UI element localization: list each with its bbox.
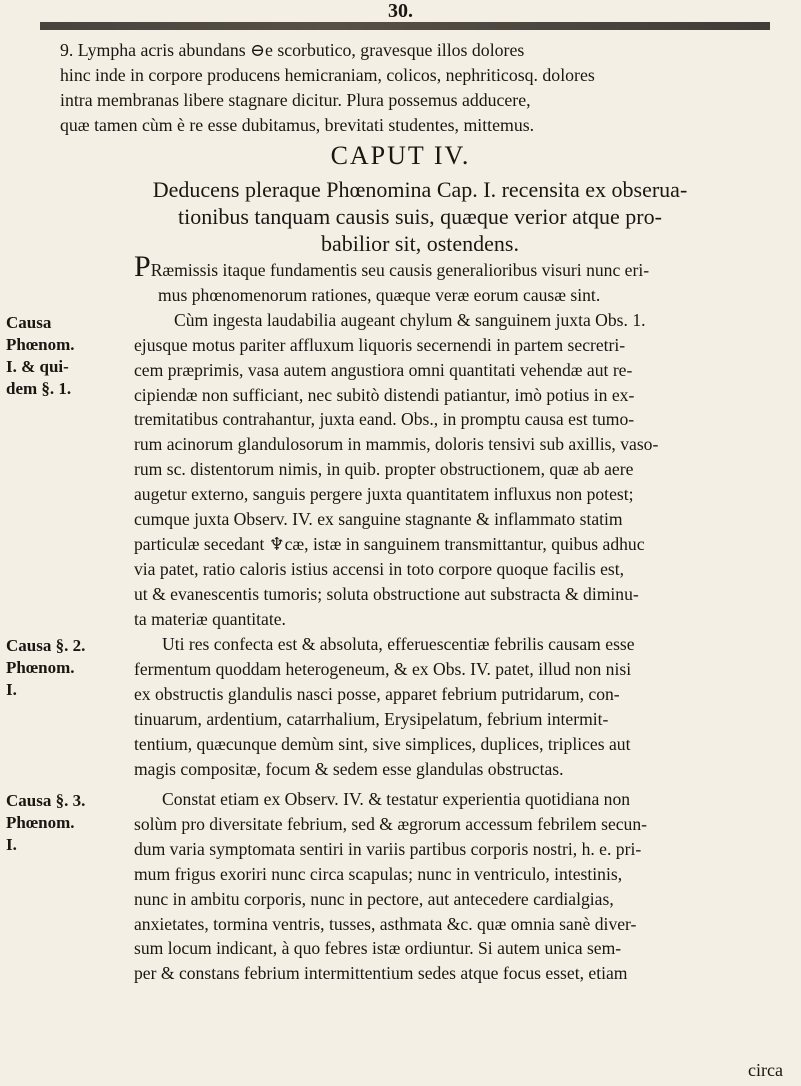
paragraph-section-3 <box>134 787 782 986</box>
text-line: rum acinorum glandulosorum in mammis, doloris tensivi sub axillis, vaso- <box>134 434 659 455</box>
text-line: tinuarum, ardentium, catarrhalium, Erysipelatum, febrium intermit- <box>134 708 609 729</box>
summary-line: Deducens pleraque Phœnomina Cap. I. recensita ex obserua- <box>152 177 688 202</box>
margin-note-2 <box>6 635 130 701</box>
margin-note-line: Phœnom. <box>6 658 75 677</box>
text-line: ta materiæ quantitate. <box>134 608 286 629</box>
page-top-rule <box>40 22 770 30</box>
text-line: Uti res confecta est & absoluta, efferuescentiæ febrilis causam esse <box>162 634 635 654</box>
text-line: solùm pro diversitate febrium, sed & ægrorum accessum febrilem secun- <box>134 813 648 834</box>
catchword: circa <box>748 1060 783 1080</box>
text-line: intra membranas libere stagnare dicitur. Plura possemus adducere, <box>60 89 531 110</box>
margin-note-line: Causa §. 2. <box>6 636 86 655</box>
paragraph-9 <box>60 38 780 138</box>
text-line: Constat etiam ex Observ. IV. & testatur experientia quotidiana non <box>162 789 631 809</box>
text-line: hinc inde in corpore producens hemicraniam, colicos, nephriticosq. dolores <box>60 64 595 85</box>
text-line: 9. Lympha acris abundans ⊖e scorbutico, gravesque illos dolores <box>60 40 525 60</box>
text-line: ex obstructis glandulis nasci posse, apparet febrium putridarum, con- <box>134 683 620 704</box>
paragraph-section-2 <box>134 632 782 781</box>
text-line: per & constans febrium intermittentium sedes atque focus esset, etiam <box>134 963 628 984</box>
text-line: tentium, quæcunque demùm sint, sive simplices, duplices, triplices aut <box>134 733 631 754</box>
text-line: particulæ secedant ♆cæ, istæ in sanguinem transmittantur, quibus adhuc <box>134 533 645 554</box>
text-line: mus phœnomenorum rationes, quæque veræ eorum causæ sint. <box>158 284 601 305</box>
margin-note-line: dem §. 1. <box>6 379 72 398</box>
margin-note-line: I. & qui- <box>6 357 69 376</box>
text-line: fermentum quoddam heterogeneum, & ex Obs. IV. patet, illud non nisi <box>134 658 632 679</box>
text-line <box>134 250 782 283</box>
text-line: Cùm ingesta laudabilia augeant chylum & sanguinem juxta Obs. 1. <box>174 309 646 330</box>
margin-note-line: Phœnom. <box>6 813 75 832</box>
margin-note-line: I. <box>6 835 17 854</box>
text-line: ejusque motus pariter affluxum liquoris secernendi in partem secretri- <box>134 334 626 355</box>
text-line: cipiendæ non sufficiant, nec subitò distendi patiantur, imò potius in ex- <box>134 384 635 405</box>
paragraph-main <box>134 250 782 632</box>
text-line: via patet, ratio caloris istius accensi in toto corpore quoque facilis est, <box>134 558 625 579</box>
text-line: nunc in ambitu corporis, nunc in pectore, aut antecedere cardialgias, <box>134 888 614 909</box>
summary-line: tionibus tanquam causis suis, quæque verior atque pro- <box>178 204 662 229</box>
text-line: cem præprimis, vasa autem angustiora omni quantitati vehendæ aut re- <box>134 359 633 380</box>
text-line: rum sc. distentorum nimis, in quib. propter obstructionem, quæ ab aere <box>134 459 634 480</box>
chapter-summary <box>60 176 780 257</box>
margin-note-line: I. <box>6 680 17 699</box>
text-line: sum locum indicant, à quo febres istæ ordiuntur. Si autem unica sem- <box>134 938 622 959</box>
drop-cap: P <box>134 250 151 283</box>
text-line: dum varia symptomata sentiri in variis partibus corporis nostri, h. e. pri- <box>134 838 642 859</box>
text-line: augetur externo, sanguis pergere juxta quantitatem influxus non potest; <box>134 484 634 505</box>
margin-note-line: Causa <box>6 313 52 332</box>
text-line: ut & evanescentis tumoris; soluta obstructione aut substracta & diminu- <box>134 583 639 604</box>
text-line: quæ tamen cùm è re esse dubitamus, brevitati studentes, mittemus. <box>60 114 535 135</box>
chapter-heading <box>0 140 801 172</box>
text-line: magis compositæ, focum & sedem esse glandulas obstructas. <box>134 758 564 779</box>
margin-note-3 <box>6 790 130 856</box>
caput-title: CAPUT IV. <box>330 141 471 170</box>
margin-note-line: Phœnom. <box>6 335 75 354</box>
summary-line: babilior sit, ostendens. <box>321 231 519 256</box>
text-line: tremitatibus contrahantur, juxta eand. Obs., in promptu causa est tumo- <box>134 409 635 430</box>
margin-note-1 <box>6 312 130 400</box>
text-line-content: Ræmissis itaque fundamentis seu causis generalioribus visuri nunc eri- <box>150 260 650 280</box>
text-line: anxietates, tormina ventris, tusses, asthmata &c. quæ omnia sanè diver- <box>134 913 637 934</box>
text-line: mum frigus exoriri nunc circa scapulas; nunc in ventriculo, intestinis, <box>134 863 623 884</box>
text-line: cumque juxta Observ. IV. ex sanguine stagnante & inflammato statim <box>134 509 623 530</box>
page-number: 30. <box>388 0 413 22</box>
margin-note-line: Causa §. 3. <box>6 791 86 810</box>
